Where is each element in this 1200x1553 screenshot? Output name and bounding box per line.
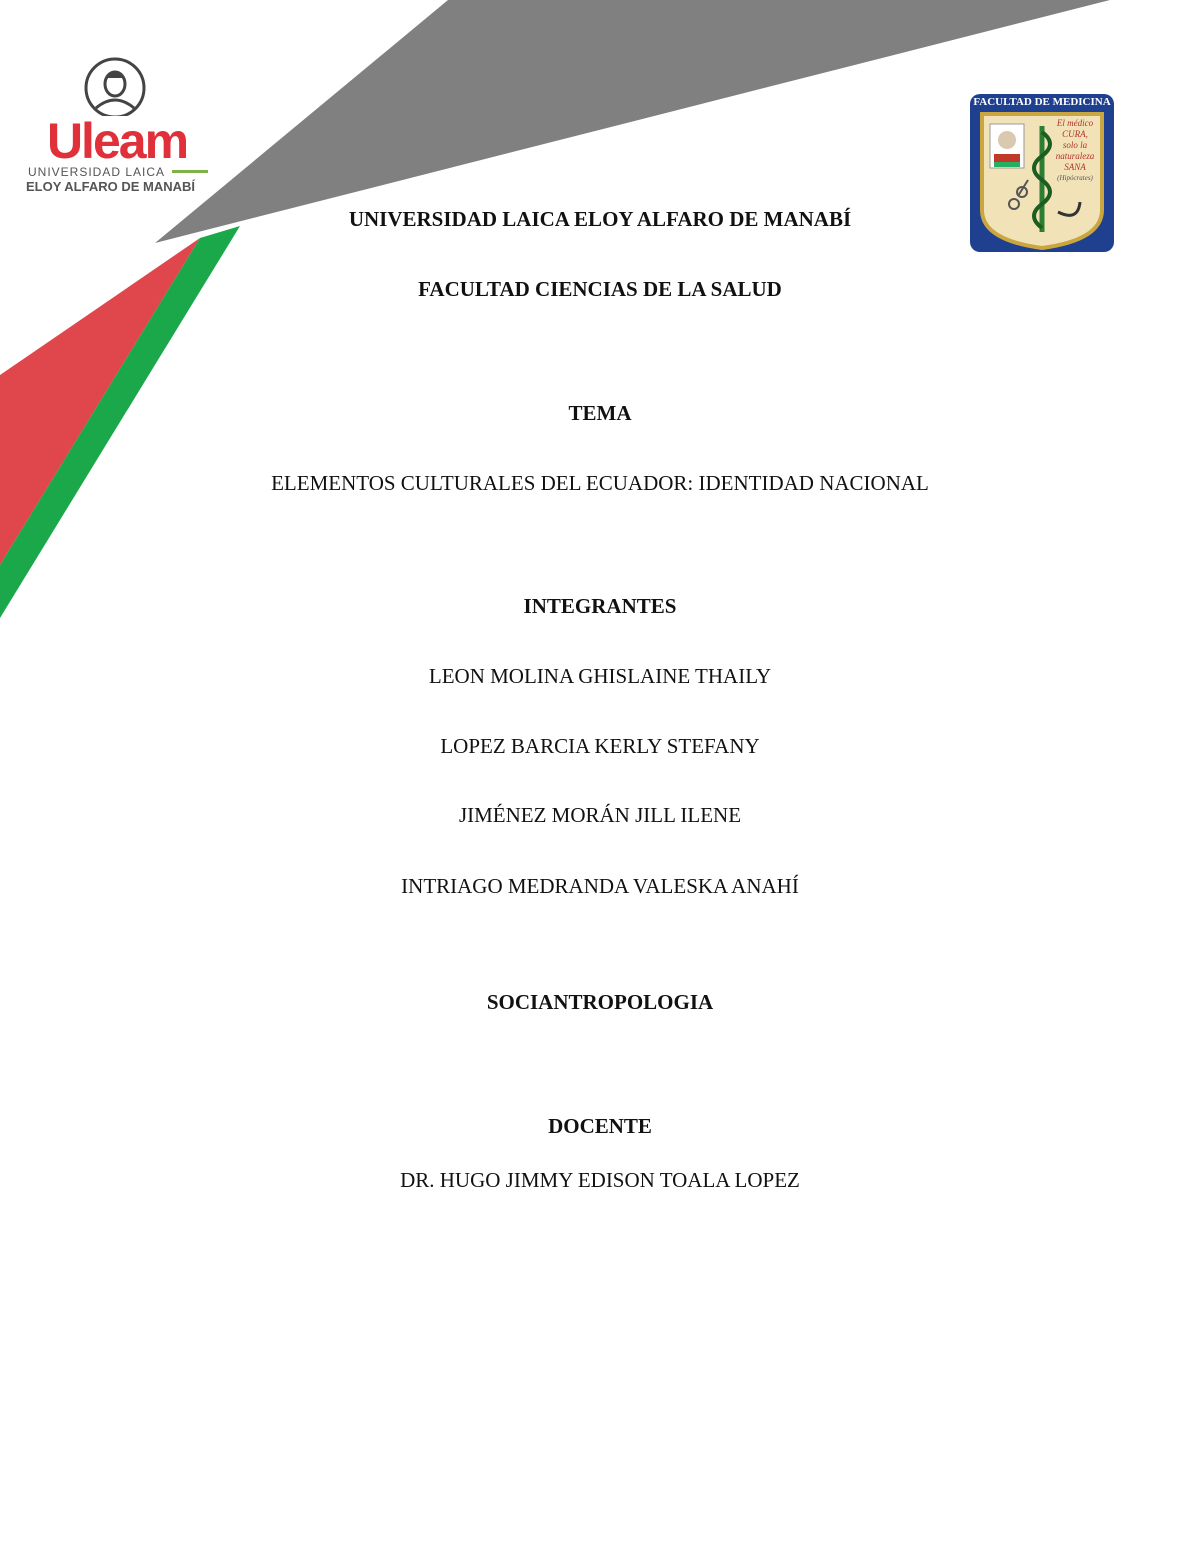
motto-line: CURA, <box>1062 129 1088 139</box>
members-label: INTEGRANTES <box>523 594 677 618</box>
motto-line: naturaleza <box>1055 151 1095 161</box>
seal-motto <box>1050 118 1100 184</box>
subject-name: SOCIANTROPOLOGIA <box>486 990 714 1014</box>
motto-line: solo la <box>1062 140 1088 150</box>
member-name: LEON MOLINA GHISLAINE THAILY <box>428 664 772 688</box>
member-name: INTRIAGO MEDRANDA VALESKA ANAHÍ <box>401 874 799 898</box>
uleam-logo <box>22 56 212 206</box>
green-underline <box>172 170 208 174</box>
motto-line: SANA <box>1064 162 1086 172</box>
topic-label: TEMA <box>568 401 632 425</box>
member-name: JIMÉNEZ MORÁN JILL ILENE <box>458 803 742 827</box>
faculty-name: FACULTAD CIENCIAS DE LA SALUD <box>418 277 782 301</box>
seal-header: FACULTAD DE MEDICINA <box>973 96 1111 108</box>
uleam-subtitle-line1: UNIVERSIDAD LAICA <box>28 165 166 179</box>
university-name: UNIVERSIDAD LAICA ELOY ALFARO DE MANABÍ <box>348 207 852 231</box>
motto-author: (Hipócrates) <box>1057 174 1093 182</box>
teacher-label: DOCENTE <box>548 1114 652 1138</box>
topic-title: ELEMENTOS CULTURALES DEL ECUADOR: IDENTIDAD NACIONAL <box>271 471 929 495</box>
uleam-subtitle-line2: ELOY ALFARO DE MANABÍ <box>26 179 196 194</box>
founder-portrait-icon <box>22 56 212 116</box>
uleam-wordmark: Uleam <box>46 113 188 169</box>
teacher-name: DR. HUGO JIMMY EDISON TOALA LOPEZ <box>400 1168 800 1192</box>
member-name: LOPEZ BARCIA KERLY STEFANY <box>440 734 760 758</box>
motto-line: El médico <box>1056 118 1094 128</box>
